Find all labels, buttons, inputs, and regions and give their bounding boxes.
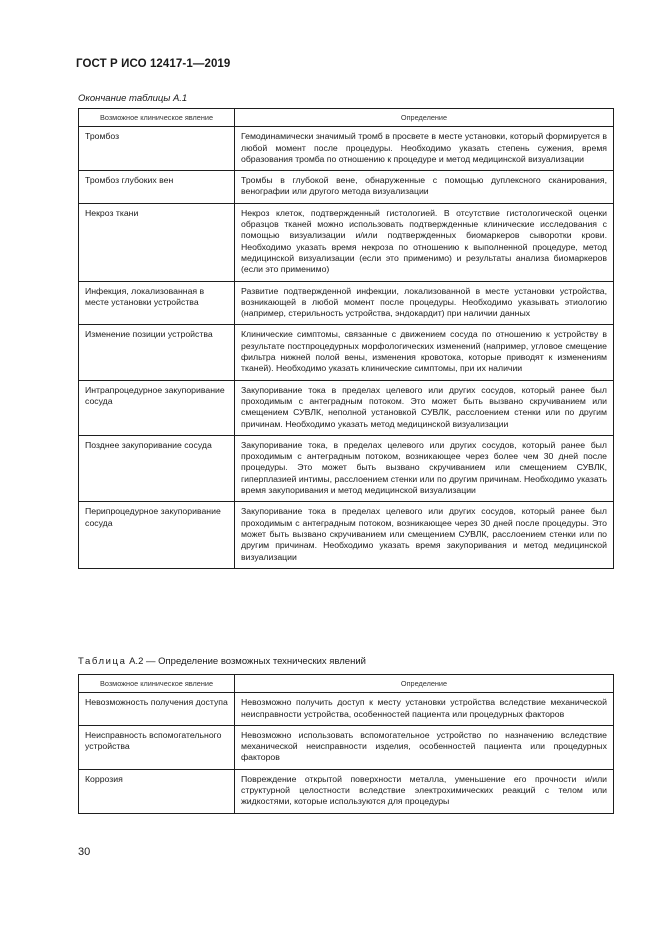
definition-cell: Гемодинамически значимый тромб в просвете в месте установки, который формируется в любой момент после процедуры. Необходимо указать степень сужения, время образования тромба по отношению к процедуре и метод медицинской визуализации: [235, 127, 614, 171]
page-number: 30: [78, 846, 91, 858]
table-row: [79, 502, 614, 568]
term-cell: Позднее закупоривание сосуда: [79, 435, 235, 501]
definition-cell: Невозможно получить доступ к месту установки устройства вследствие механической неисправности устройства, особенностей пациента или процедурных факторов: [235, 693, 614, 726]
table1-header-row: [79, 109, 614, 127]
definition-cell: Закупоривание тока в пределах целевого или других сосудов, который ранее был проходимым с антеградным потоком, возникающее через 30 дней после процедуры. Это может быть вызвано скручиванием или смещением СУВЛК, расслоением стенки или по другим причинам. Необходимо указать время закупоривания и метод медицинской визуализации: [235, 502, 614, 568]
definition-cell: Повреждение открытой поверхности металла, уменьшение его прочности и/или структурной целостности вследствие электрохимических реакций с телом или жидкостями, которые используются для процедуры: [235, 769, 614, 813]
table1: [78, 108, 614, 569]
table-row: [79, 380, 614, 435]
table-row: [79, 127, 614, 171]
term-cell: Тромбоз: [79, 127, 235, 171]
definition-cell: Тромбы в глубокой вене, обнаруженные с помощью дуплексного сканирования, венографии или другого метода визуализации: [235, 171, 614, 204]
table2-header-term: Возможное клиническое явление: [79, 675, 235, 693]
table2-caption-text: А.2 — Определение возможных технических явлений: [126, 656, 366, 667]
table1-header-term: Возможное клиническое явление: [79, 109, 235, 127]
definition-cell: Клинические симптомы, связанные с движением сосуда по отношению к устройству в результате постпроцедурных морфологических изменений (например, угловое смещение фильтра нижней полой вены, изменения кровотока, которые приводят к изменениям тканей). Необходимо указать клинические симптомы, при их наличии: [235, 325, 614, 380]
document-title: ГОСТ Р ИСО 12417-1—2019: [76, 58, 231, 70]
table-row: [79, 325, 614, 380]
term-cell: Интрапроцедурное закупоривание сосуда: [79, 380, 235, 435]
table-row: [79, 281, 614, 325]
table2: [78, 674, 614, 814]
definition-cell: Закупоривание тока, в пределах целевого или других сосудов, который ранее был проходимым с антеградным потоком, возникающее через более чем 30 дней после процедуры. Это может быть вызвано скручиванием или смещением СУВЛК, гиперплазией интимы, расслоением стенки или по другим причинам. Необходимо указать время закупоривания и метод медицинской визуализации: [235, 435, 614, 501]
table-row: [79, 435, 614, 501]
table2-caption-prefix: Таблица: [78, 656, 127, 667]
term-cell: Тромбоз глубоких вен: [79, 171, 235, 204]
definition-cell: Невозможно использовать вспомогательное устройство по назначению вследствие механической неисправности изделия, особенностей пациента или процедурных факторов: [235, 725, 614, 769]
term-cell: Перипроцедурное закупоривание сосуда: [79, 502, 235, 568]
table2-header-definition: Определение: [235, 675, 614, 693]
table1-caption: Окончание таблицы А.1: [78, 93, 188, 104]
table2-header-row: [79, 675, 614, 693]
definition-cell: Развитие подтвержденной инфекции, локализованной в месте установки устройства, возникающей в любой момент после процедуры. Необходимо указывать этиологию (например, стерильность устройства, эндокардит) при наличии данных: [235, 281, 614, 325]
table-row: [79, 693, 614, 726]
table-row: [79, 769, 614, 813]
definition-cell: Некроз клеток, подтвержденный гистологией. В отсутствие гистологической оценки образцов тканей можно использовать подтвержденные клинические исследования с помощью визуализации и/или подтвержденных биомаркеров сыворотки крови. Необходимо указать время некроза по отношению к выполненной процедуре, метод медицинской визуализации (если это применимо) и результаты анализа биомаркеров (если это применимо): [235, 203, 614, 281]
table2-caption: [78, 656, 366, 667]
table-row: [79, 203, 614, 281]
term-cell: Невозможность получения доступа: [79, 693, 235, 726]
definition-cell: Закупоривание тока в пределах целевого или других сосудов, который ранее был проходимым с антеградным потоком. Это может быть вызвано скручиванием или смещением СУВЛК, неполной установкой СУВЛК, расслоением стенки или по другим причинам. Необходимо указать метод медицинской визуализации: [235, 380, 614, 435]
table1-header-definition: Определение: [235, 109, 614, 127]
term-cell: Некроз ткани: [79, 203, 235, 281]
table-row: [79, 725, 614, 769]
term-cell: Инфекция, локализованная в месте установки устройства: [79, 281, 235, 325]
term-cell: Неисправность вспомогательного устройства: [79, 725, 235, 769]
term-cell: Коррозия: [79, 769, 235, 813]
term-cell: Изменение позиции устройства: [79, 325, 235, 380]
table-row: [79, 171, 614, 204]
